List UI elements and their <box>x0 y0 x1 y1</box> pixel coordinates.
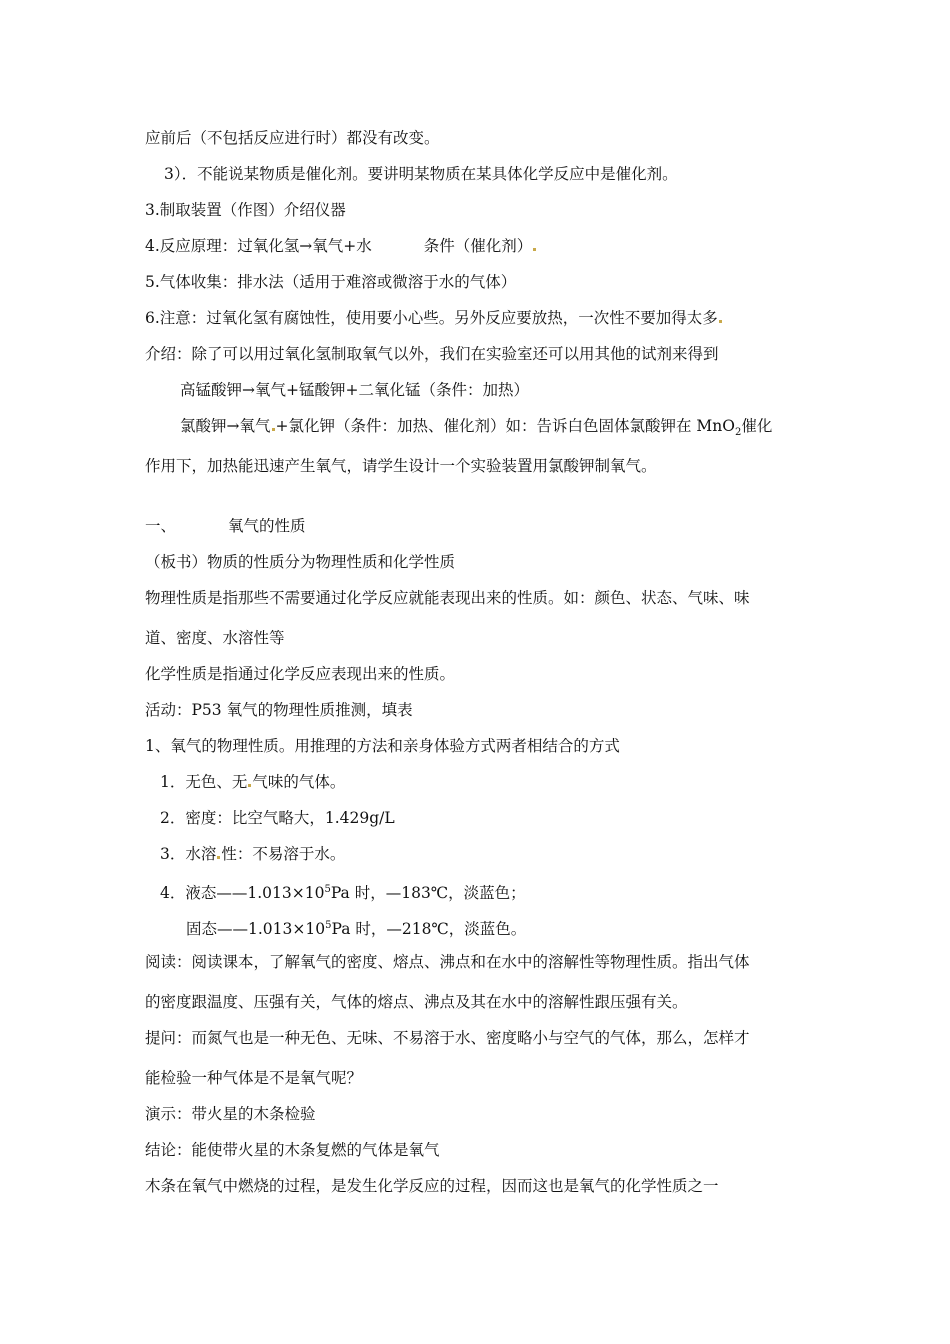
list-item: 固态$——1.013\times 10^5Pa$ 时，—218℃，淡蓝色。 <box>186 920 527 939</box>
text-line: 作用下，加热能迅速产生氧气，请学生设计一个实验装置用氯酸钾制氧气。 <box>145 457 657 475</box>
text-line: 道、密度、水溶性等 <box>145 629 285 647</box>
text-line: 结论：能使带火星的木条复燃的气体是氧气 <box>145 1141 440 1159</box>
text-line: 化学性质是指通过化学反应表现出来的性质。 <box>145 665 456 683</box>
list-item: 3．水溶 性：不易溶于水。 <box>160 845 346 863</box>
text-line: 物理性质是指那些不需要通过化学反应就能表现出来的性质。如：颜色、状态、气味、味 <box>145 589 750 607</box>
text-line: 1、氧气的物理性质。用推理的方法和亲身体验方式两者相结合的方式 <box>145 737 620 755</box>
text-line: 3.制取装置（作图）介绍仪器 <box>145 201 346 219</box>
speck-mark <box>719 320 722 323</box>
text-line: 阅读：阅读课本，了解氧气的密度、熔点、沸点和在水中的溶解性等物理性质。指出气体 <box>145 953 750 971</box>
section-heading: 一、 氧气的性质 <box>145 517 306 535</box>
text-line: 高锰酸钾→氧气+锰酸钾+二氧化锰（条件：加热） <box>180 381 529 399</box>
list-item: 2．密度：比空气略大，1.429g/L <box>160 809 395 827</box>
text-line: 6.注意：过氧化氢有腐蚀性，使用要小心些。另外反应要放热，一次性不要加得太多 <box>145 308 723 328</box>
list-item: 4．液态$——1.013\times 10^5Pa$ 时，—183℃，淡蓝色； <box>160 884 526 903</box>
text-line: 3）．不能说某物质是催化剂。要讲明某物质在某具体化学反应中是催化剂。 <box>164 165 678 183</box>
text-line: 能检验一种气体是不是氧气呢？ <box>145 1069 363 1087</box>
text-line: 提问：而氮气也是一种无色、无味、不易溶于水、密度略小与空气的气体，那么，怎样才 <box>145 1029 750 1047</box>
text-line: 演示：带火星的木条检验 <box>145 1105 316 1123</box>
text-line: 5.气体收集：排水法（适用于难溶或微溶于水的气体） <box>145 273 517 291</box>
speck-mark <box>217 856 220 859</box>
speck-mark <box>533 248 536 251</box>
text-line: 的密度跟温度、压强有关，气体的熔点、沸点及其在水中的溶解性跟压强有关。 <box>145 993 688 1011</box>
text-line: 氯酸钾→氧气 +氯化钾（条件：加热、催化剂）如：告诉白色固体氯酸钾在 MnO$_2$催化 <box>180 417 773 439</box>
text-line: 应前后（不包括反应进行时）都没有改变。 <box>145 129 440 147</box>
speck-mark <box>272 428 275 431</box>
text-line: 4.反应原理：过氧化氢→氧气+水 条件（催化剂） <box>145 236 537 256</box>
text-line: 木条在氧气中燃烧的过程，是发生化学反应的过程，因而这也是氧气的化学性质之一 <box>145 1177 719 1195</box>
text-line: （板书）物质的性质分为物理性质和化学性质 <box>145 553 456 571</box>
speck-mark <box>248 784 251 787</box>
list-item: 1．无色、无 气味的气体。 <box>160 773 346 791</box>
text-line: 活动：P53 氧气的物理性质推测，填表 <box>145 701 413 719</box>
text-line: 介绍：除了可以用过氧化氢制取氧气以外，我们在实验室还可以用其他的试剂来得到 <box>145 345 719 363</box>
